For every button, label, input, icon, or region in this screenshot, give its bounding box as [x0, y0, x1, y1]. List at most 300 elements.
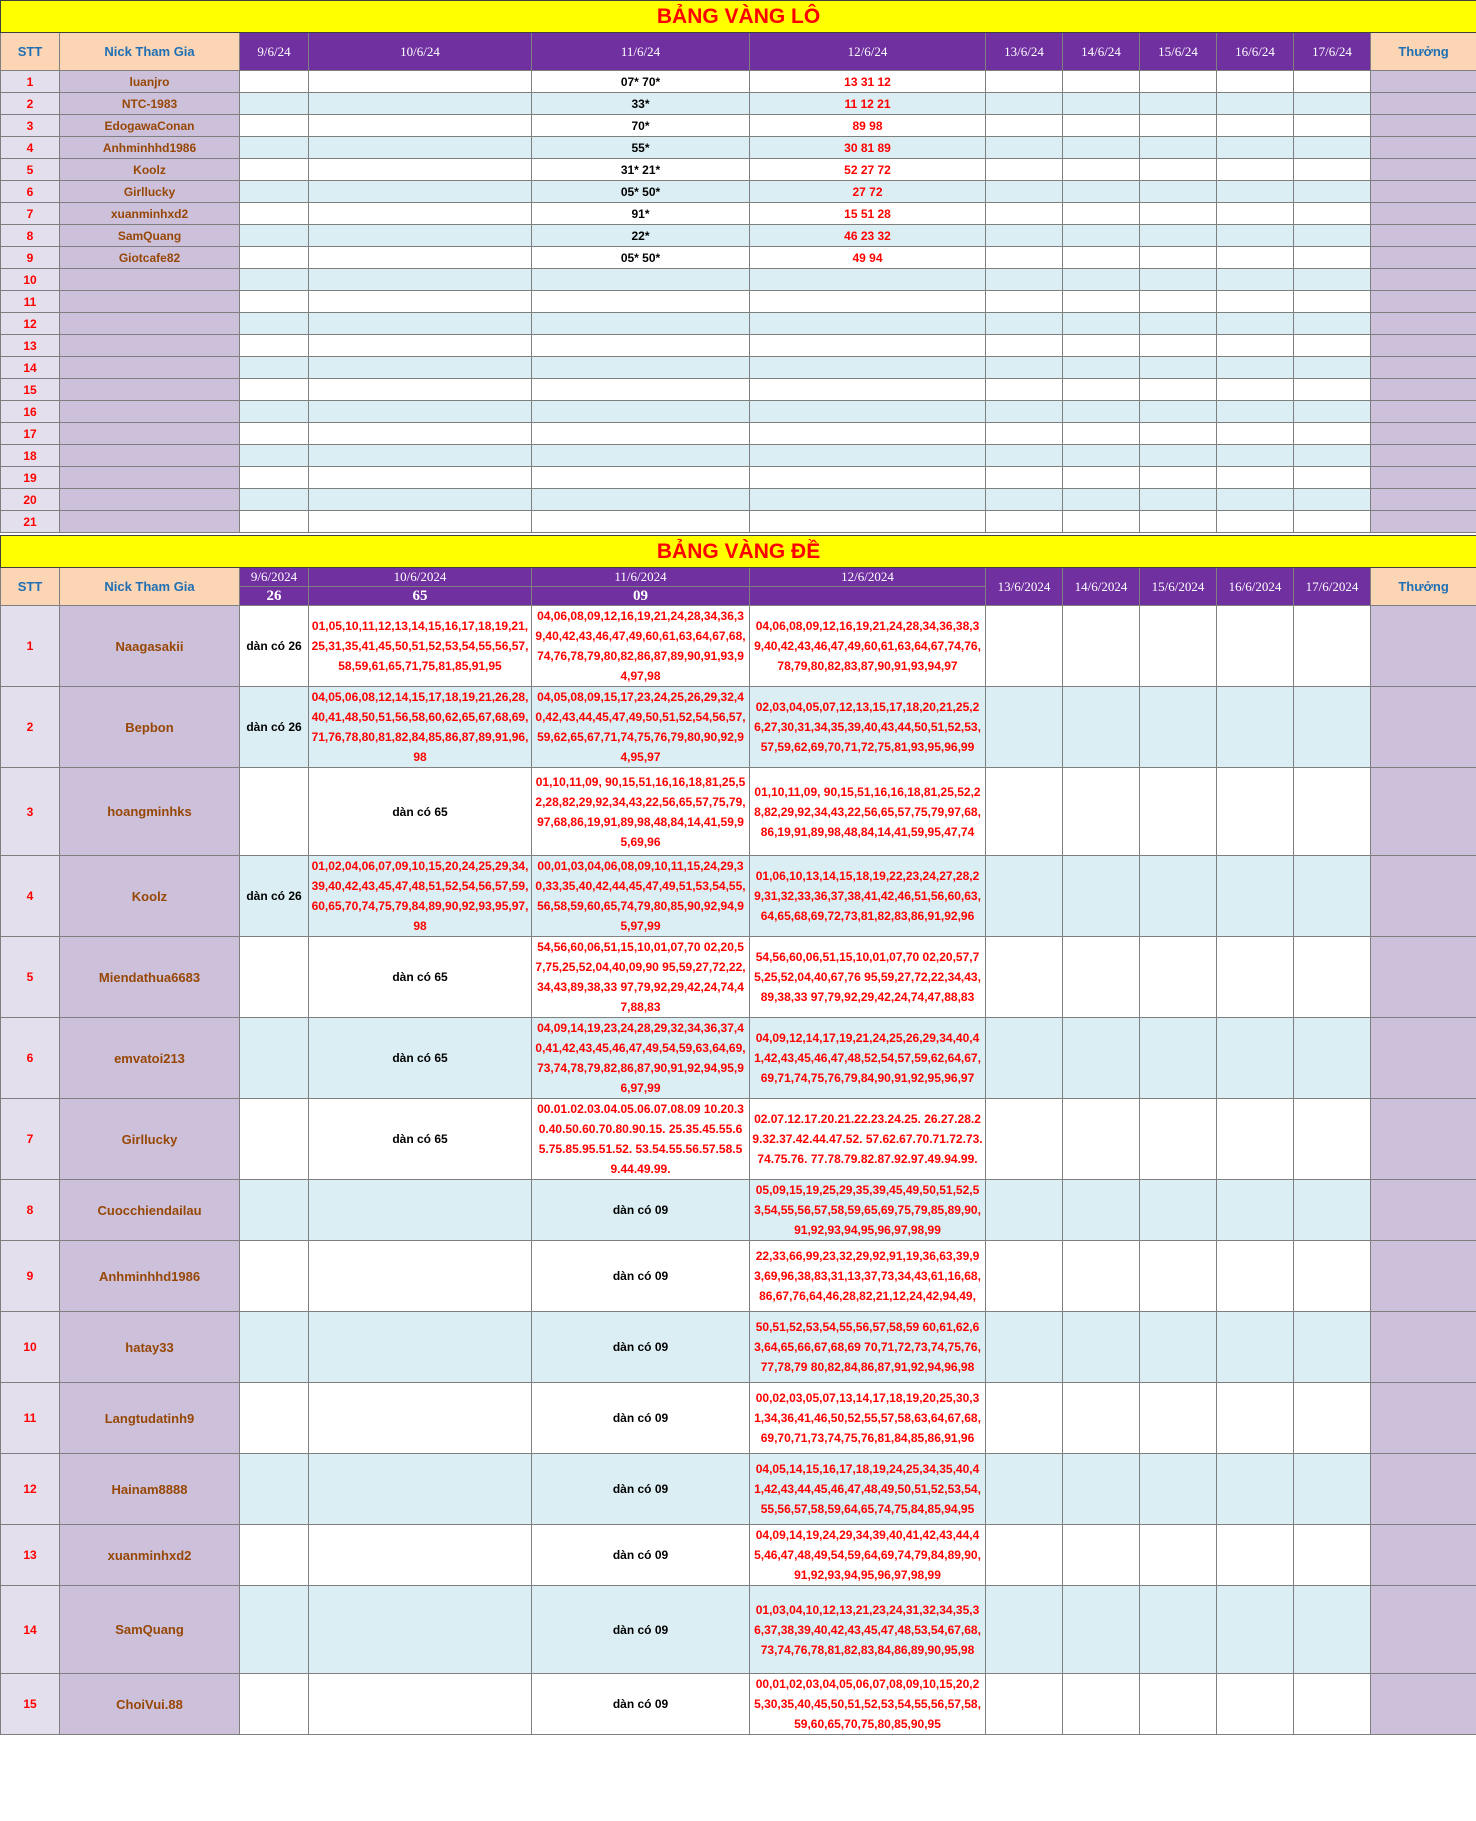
de-cell-12-6[interactable]: 01,06,10,13,14,15,18,19,22,23,24,27,28,29,31,32,33,36,37,38,41,42,46,51,56,60,63,64,65,68,69,72,73,81,82,83,86,91,92,96	[750, 856, 986, 937]
lo-cell-13-6[interactable]	[986, 445, 1063, 467]
lo-cell-12-6[interactable]: 27 72	[750, 181, 986, 203]
lo-cell-13-6[interactable]	[986, 203, 1063, 225]
lo-cell-17-6[interactable]	[1294, 335, 1371, 357]
lo-cell-10-6[interactable]	[309, 467, 532, 489]
de-stt-cell[interactable]: 7	[1, 1099, 60, 1180]
de-nick-cell[interactable]: hatay33	[60, 1312, 240, 1383]
lo-cell-17-6[interactable]	[1294, 247, 1371, 269]
lo-cell-10-6[interactable]	[309, 225, 532, 247]
lo-stt-cell[interactable]: 9	[1, 247, 60, 269]
lo-cell-9-6[interactable]	[240, 225, 309, 247]
de-nick-cell[interactable]: Koolz	[60, 856, 240, 937]
de-cell-13-6[interactable]	[986, 1383, 1063, 1454]
lo-cell-15-6[interactable]	[1140, 489, 1217, 511]
lo-cell-11-6[interactable]	[532, 335, 750, 357]
de-reward-cell[interactable]	[1371, 1525, 1476, 1586]
lo-cell-14-6[interactable]	[1063, 247, 1140, 269]
de-reward-cell[interactable]	[1371, 768, 1476, 856]
lo-nick-cell[interactable]	[60, 445, 240, 467]
lo-nick-cell[interactable]	[60, 357, 240, 379]
lo-cell-9-6[interactable]	[240, 357, 309, 379]
de-cell-13-6[interactable]	[986, 1241, 1063, 1312]
de-reward-cell[interactable]	[1371, 937, 1476, 1018]
de-reward-cell[interactable]	[1371, 1383, 1476, 1454]
de-cell-17-6[interactable]	[1294, 1383, 1371, 1454]
lo-cell-15-6[interactable]	[1140, 357, 1217, 379]
lo-cell-9-6[interactable]	[240, 335, 309, 357]
de-reward-header[interactable]: Thưởng	[1371, 568, 1476, 606]
lo-cell-15-6[interactable]	[1140, 401, 1217, 423]
de-cell-12-6[interactable]: 04,09,14,19,24,29,34,39,40,41,42,43,44,45,46,47,48,49,54,59,64,69,74,79,84,89,90,91,92,93,94,95,96,97,98,99	[750, 1525, 986, 1586]
lo-cell-16-6[interactable]	[1217, 467, 1294, 489]
lo-date-header[interactable]: 10/6/24	[309, 33, 532, 71]
lo-cell-14-6[interactable]	[1063, 93, 1140, 115]
lo-cell-10-6[interactable]	[309, 357, 532, 379]
lo-cell-14-6[interactable]	[1063, 335, 1140, 357]
de-cell-15-6[interactable]	[1140, 1383, 1217, 1454]
lo-cell-17-6[interactable]	[1294, 313, 1371, 335]
de-stt-cell[interactable]: 13	[1, 1525, 60, 1586]
lo-cell-17-6[interactable]	[1294, 181, 1371, 203]
lo-cell-12-6[interactable]	[750, 489, 986, 511]
lo-cell-9-6[interactable]	[240, 181, 309, 203]
de-cell-9-6[interactable]	[240, 1241, 309, 1312]
lo-cell-15-6[interactable]	[1140, 269, 1217, 291]
de-cell-11-6[interactable]: dàn có 09	[532, 1241, 750, 1312]
de-cell-15-6[interactable]	[1140, 687, 1217, 768]
de-reward-cell[interactable]	[1371, 1674, 1476, 1735]
lo-cell-14-6[interactable]	[1063, 467, 1140, 489]
lo-cell-12-6[interactable]	[750, 313, 986, 335]
lo-cell-9-6[interactable]	[240, 137, 309, 159]
lo-cell-15-6[interactable]	[1140, 247, 1217, 269]
de-stt-cell[interactable]: 5	[1, 937, 60, 1018]
lo-cell-15-6[interactable]	[1140, 203, 1217, 225]
de-cell-17-6[interactable]	[1294, 1018, 1371, 1099]
de-stt-cell[interactable]: 10	[1, 1312, 60, 1383]
lo-cell-17-6[interactable]	[1294, 423, 1371, 445]
lo-cell-9-6[interactable]	[240, 269, 309, 291]
lo-cell-16-6[interactable]	[1217, 423, 1294, 445]
de-cell-12-6[interactable]: 02.07.12.17.20.21.22.23.24.25. 26.27.28.29.32.37.42.44.47.52. 57.62.67.70.71.72.73.74.75.76. 77.78.79.82.87.92.97.49.94.99.	[750, 1099, 986, 1180]
de-date-header[interactable]: 16/6/2024	[1217, 568, 1294, 606]
lo-cell-13-6[interactable]	[986, 401, 1063, 423]
lo-stt-header[interactable]: STT	[1, 33, 60, 71]
lo-cell-10-6[interactable]	[309, 137, 532, 159]
lo-cell-12-6[interactable]: 49 94	[750, 247, 986, 269]
lo-cell-9-6[interactable]	[240, 489, 309, 511]
de-cell-16-6[interactable]	[1217, 856, 1294, 937]
de-cell-15-6[interactable]	[1140, 606, 1217, 687]
de-date-header[interactable]: 12/6/2024	[750, 568, 986, 587]
lo-cell-17-6[interactable]	[1294, 291, 1371, 313]
de-cell-11-6[interactable]: dàn có 09	[532, 1180, 750, 1241]
de-cell-10-6[interactable]	[309, 1180, 532, 1241]
lo-nick-cell[interactable]	[60, 335, 240, 357]
de-cell-11-6[interactable]: dàn có 09	[532, 1525, 750, 1586]
de-cell-9-6[interactable]	[240, 1018, 309, 1099]
lo-cell-15-6[interactable]	[1140, 225, 1217, 247]
de-cell-13-6[interactable]	[986, 687, 1063, 768]
de-stt-cell[interactable]: 1	[1, 606, 60, 687]
de-nick-cell[interactable]: SamQuang	[60, 1586, 240, 1674]
lo-cell-17-6[interactable]	[1294, 203, 1371, 225]
lo-nick-header[interactable]: Nick Tham Gia	[60, 33, 240, 71]
de-cell-15-6[interactable]	[1140, 1586, 1217, 1674]
de-cell-15-6[interactable]	[1140, 1312, 1217, 1383]
lo-cell-14-6[interactable]	[1063, 379, 1140, 401]
de-reward-cell[interactable]	[1371, 1586, 1476, 1674]
de-cell-10-6[interactable]: dàn có 65	[309, 768, 532, 856]
lo-cell-13-6[interactable]	[986, 137, 1063, 159]
lo-cell-14-6[interactable]	[1063, 401, 1140, 423]
de-cell-9-6[interactable]	[240, 1586, 309, 1674]
de-cell-14-6[interactable]	[1063, 1383, 1140, 1454]
lo-stt-cell[interactable]: 6	[1, 181, 60, 203]
de-cell-9-6[interactable]	[240, 1674, 309, 1735]
de-cell-11-6[interactable]: 00,01,03,04,06,08,09,10,11,15,24,29,30,33,35,40,42,44,45,47,49,51,53,54,55,56,58,59,60,65,74,79,80,85,90,92,94,95,97,99	[532, 856, 750, 937]
lo-cell-9-6[interactable]	[240, 71, 309, 93]
lo-cell-11-6[interactable]: 07* 70*	[532, 71, 750, 93]
lo-cell-9-6[interactable]	[240, 93, 309, 115]
de-cell-12-6[interactable]: 04,06,08,09,12,16,19,21,24,28,34,36,38,39,40,42,43,46,47,49,60,61,63,64,67,74,76,78,79,80,82,83,87,90,91,93,94,97	[750, 606, 986, 687]
lo-nick-cell[interactable]: xuanminhxd2	[60, 203, 240, 225]
de-cell-13-6[interactable]	[986, 1099, 1063, 1180]
lo-reward-cell[interactable]	[1371, 181, 1476, 203]
lo-cell-17-6[interactable]	[1294, 379, 1371, 401]
lo-reward-cell[interactable]	[1371, 225, 1476, 247]
de-cell-16-6[interactable]	[1217, 1383, 1294, 1454]
de-reward-cell[interactable]	[1371, 1454, 1476, 1525]
lo-cell-17-6[interactable]	[1294, 115, 1371, 137]
lo-reward-cell[interactable]	[1371, 489, 1476, 511]
lo-cell-10-6[interactable]	[309, 247, 532, 269]
de-cell-11-6[interactable]: 01,10,11,09, 90,15,51,16,16,18,81,25,52,28,82,29,92,34,43,22,56,65,57,75,79,97,68,86,19,91,89,98,48,84,14,41,59,95,69,96	[532, 768, 750, 856]
lo-stt-cell[interactable]: 4	[1, 137, 60, 159]
lo-cell-15-6[interactable]	[1140, 181, 1217, 203]
lo-cell-11-6[interactable]: 05* 50*	[532, 247, 750, 269]
lo-cell-11-6[interactable]: 33*	[532, 93, 750, 115]
de-stt-cell[interactable]: 14	[1, 1586, 60, 1674]
de-reward-cell[interactable]	[1371, 1099, 1476, 1180]
de-nick-cell[interactable]: hoangminhks	[60, 768, 240, 856]
de-cell-16-6[interactable]	[1217, 1312, 1294, 1383]
de-cell-10-6[interactable]: dàn có 65	[309, 1018, 532, 1099]
lo-cell-14-6[interactable]	[1063, 357, 1140, 379]
de-reward-cell[interactable]	[1371, 1241, 1476, 1312]
lo-cell-12-6[interactable]: 52 27 72	[750, 159, 986, 181]
lo-cell-17-6[interactable]	[1294, 467, 1371, 489]
de-cell-11-6[interactable]: 04,09,14,19,23,24,28,29,32,34,36,37,40,41,42,43,45,46,47,49,54,59,63,64,69,73,74,78,79,82,86,87,90,91,92,94,95,96,97,99	[532, 1018, 750, 1099]
lo-cell-9-6[interactable]	[240, 423, 309, 445]
de-cell-16-6[interactable]	[1217, 1454, 1294, 1525]
de-cell-15-6[interactable]	[1140, 1525, 1217, 1586]
de-cell-13-6[interactable]	[986, 937, 1063, 1018]
de-cell-15-6[interactable]	[1140, 1674, 1217, 1735]
de-cell-14-6[interactable]	[1063, 856, 1140, 937]
lo-stt-cell[interactable]: 10	[1, 269, 60, 291]
lo-stt-cell[interactable]: 19	[1, 467, 60, 489]
de-cell-12-6[interactable]: 01,03,04,10,12,13,21,23,24,31,32,34,35,36,37,38,39,40,42,43,45,47,48,53,54,67,68,73,74,76,78,81,82,83,84,86,89,90,95,98	[750, 1586, 986, 1674]
de-cell-15-6[interactable]	[1140, 1180, 1217, 1241]
lo-cell-14-6[interactable]	[1063, 423, 1140, 445]
de-cell-15-6[interactable]	[1140, 768, 1217, 856]
de-cell-13-6[interactable]	[986, 1180, 1063, 1241]
lo-cell-12-6[interactable]: 30 81 89	[750, 137, 986, 159]
de-cell-17-6[interactable]	[1294, 687, 1371, 768]
lo-stt-cell[interactable]: 20	[1, 489, 60, 511]
de-cell-10-6[interactable]	[309, 1383, 532, 1454]
de-cell-14-6[interactable]	[1063, 768, 1140, 856]
de-cell-9-6[interactable]	[240, 1383, 309, 1454]
lo-stt-cell[interactable]: 11	[1, 291, 60, 313]
lo-cell-17-6[interactable]	[1294, 445, 1371, 467]
lo-cell-9-6[interactable]	[240, 291, 309, 313]
lo-cell-10-6[interactable]	[309, 379, 532, 401]
de-stt-cell[interactable]: 11	[1, 1383, 60, 1454]
lo-reward-cell[interactable]	[1371, 137, 1476, 159]
lo-reward-cell[interactable]	[1371, 115, 1476, 137]
lo-cell-11-6[interactable]	[532, 445, 750, 467]
lo-nick-cell[interactable]: NTC-1983	[60, 93, 240, 115]
de-cell-13-6[interactable]	[986, 1525, 1063, 1586]
de-cell-17-6[interactable]	[1294, 606, 1371, 687]
lo-stt-cell[interactable]: 5	[1, 159, 60, 181]
lo-nick-cell[interactable]: Koolz	[60, 159, 240, 181]
lo-cell-13-6[interactable]	[986, 225, 1063, 247]
de-cell-12-6[interactable]: 04,05,14,15,16,17,18,19,24,25,34,35,40,41,42,43,44,45,46,47,48,49,50,51,52,53,54,55,56,57,58,59,64,65,74,75,84,85,94,95	[750, 1454, 986, 1525]
lo-cell-12-6[interactable]	[750, 401, 986, 423]
lo-cell-10-6[interactable]	[309, 423, 532, 445]
lo-cell-17-6[interactable]	[1294, 401, 1371, 423]
lo-stt-cell[interactable]: 21	[1, 511, 60, 533]
de-cell-9-6[interactable]	[240, 1454, 309, 1525]
lo-reward-cell[interactable]	[1371, 159, 1476, 181]
de-cell-16-6[interactable]	[1217, 1099, 1294, 1180]
de-nick-cell[interactable]: Miendathua6683	[60, 937, 240, 1018]
de-cell-10-6[interactable]: 01,02,04,06,07,09,10,15,20,24,25,29,34,39,40,42,43,45,47,48,51,52,54,56,57,59,60,65,70,74,75,79,84,89,90,92,93,95,97,98	[309, 856, 532, 937]
de-stt-cell[interactable]: 6	[1, 1018, 60, 1099]
de-stt-cell[interactable]: 8	[1, 1180, 60, 1241]
de-stt-cell[interactable]: 3	[1, 768, 60, 856]
lo-cell-10-6[interactable]	[309, 335, 532, 357]
de-date-header[interactable]: 10/6/2024	[309, 568, 532, 587]
lo-stt-cell[interactable]: 8	[1, 225, 60, 247]
de-cell-14-6[interactable]	[1063, 1674, 1140, 1735]
de-cell-16-6[interactable]	[1217, 937, 1294, 1018]
lo-cell-15-6[interactable]	[1140, 71, 1217, 93]
lo-cell-10-6[interactable]	[309, 489, 532, 511]
de-date-header[interactable]: 13/6/2024	[986, 568, 1063, 606]
lo-cell-17-6[interactable]	[1294, 511, 1371, 533]
lo-cell-15-6[interactable]	[1140, 159, 1217, 181]
de-cell-13-6[interactable]	[986, 1018, 1063, 1099]
lo-reward-cell[interactable]	[1371, 445, 1476, 467]
de-cell-14-6[interactable]	[1063, 1525, 1140, 1586]
de-cell-17-6[interactable]	[1294, 1180, 1371, 1241]
de-date-header[interactable]: 11/6/2024	[532, 568, 750, 587]
de-cell-9-6[interactable]	[240, 1525, 309, 1586]
de-cell-17-6[interactable]	[1294, 1241, 1371, 1312]
de-cell-15-6[interactable]	[1140, 1099, 1217, 1180]
lo-reward-cell[interactable]	[1371, 291, 1476, 313]
lo-cell-16-6[interactable]	[1217, 159, 1294, 181]
lo-cell-14-6[interactable]	[1063, 445, 1140, 467]
de-cell-9-6[interactable]	[240, 1180, 309, 1241]
de-cell-14-6[interactable]	[1063, 606, 1140, 687]
lo-cell-13-6[interactable]	[986, 379, 1063, 401]
lo-stt-cell[interactable]: 16	[1, 401, 60, 423]
de-cell-15-6[interactable]	[1140, 1454, 1217, 1525]
de-cell-14-6[interactable]	[1063, 1454, 1140, 1525]
lo-cell-13-6[interactable]	[986, 247, 1063, 269]
de-stt-header[interactable]: STT	[1, 568, 60, 606]
lo-stt-cell[interactable]: 3	[1, 115, 60, 137]
lo-cell-11-6[interactable]	[532, 401, 750, 423]
de-cell-10-6[interactable]	[309, 1454, 532, 1525]
lo-cell-10-6[interactable]	[309, 115, 532, 137]
lo-reward-cell[interactable]	[1371, 401, 1476, 423]
lo-reward-cell[interactable]	[1371, 71, 1476, 93]
lo-cell-16-6[interactable]	[1217, 335, 1294, 357]
de-cell-17-6[interactable]	[1294, 1312, 1371, 1383]
lo-cell-14-6[interactable]	[1063, 511, 1140, 533]
de-cell-13-6[interactable]	[986, 1454, 1063, 1525]
de-cell-11-6[interactable]: 04,06,08,09,12,16,19,21,24,28,34,36,39,40,42,43,46,47,49,60,61,63,64,67,68,74,76,78,79,80,82,86,87,89,90,91,93,94,97,98	[532, 606, 750, 687]
lo-cell-12-6[interactable]	[750, 379, 986, 401]
lo-cell-16-6[interactable]	[1217, 203, 1294, 225]
de-cell-16-6[interactable]	[1217, 687, 1294, 768]
lo-cell-15-6[interactable]	[1140, 511, 1217, 533]
lo-cell-16-6[interactable]	[1217, 313, 1294, 335]
de-cell-17-6[interactable]	[1294, 1099, 1371, 1180]
de-stt-cell[interactable]: 12	[1, 1454, 60, 1525]
lo-cell-10-6[interactable]	[309, 93, 532, 115]
lo-nick-cell[interactable]	[60, 291, 240, 313]
de-cell-11-6[interactable]: dàn có 09	[532, 1454, 750, 1525]
de-nick-cell[interactable]: Naagasakii	[60, 606, 240, 687]
de-cell-17-6[interactable]	[1294, 768, 1371, 856]
de-nick-cell[interactable]: emvatoi213	[60, 1018, 240, 1099]
lo-reward-header[interactable]: Thưởng	[1371, 33, 1476, 71]
de-cell-9-6[interactable]: dàn có 26	[240, 687, 309, 768]
de-cell-15-6[interactable]	[1140, 1018, 1217, 1099]
de-cell-16-6[interactable]	[1217, 768, 1294, 856]
lo-reward-cell[interactable]	[1371, 313, 1476, 335]
de-cell-14-6[interactable]	[1063, 1099, 1140, 1180]
lo-cell-11-6[interactable]	[532, 489, 750, 511]
lo-nick-cell[interactable]	[60, 489, 240, 511]
lo-cell-13-6[interactable]	[986, 511, 1063, 533]
lo-cell-16-6[interactable]	[1217, 71, 1294, 93]
lo-cell-9-6[interactable]	[240, 445, 309, 467]
de-date-header[interactable]: 9/6/2024	[240, 568, 309, 587]
de-cell-10-6[interactable]: dàn có 65	[309, 1099, 532, 1180]
lo-reward-cell[interactable]	[1371, 247, 1476, 269]
lo-cell-16-6[interactable]	[1217, 445, 1294, 467]
lo-nick-cell[interactable]	[60, 401, 240, 423]
lo-cell-15-6[interactable]	[1140, 115, 1217, 137]
lo-cell-16-6[interactable]	[1217, 269, 1294, 291]
lo-cell-9-6[interactable]	[240, 159, 309, 181]
de-cell-9-6[interactable]: dàn có 26	[240, 856, 309, 937]
de-cell-14-6[interactable]	[1063, 1586, 1140, 1674]
lo-cell-17-6[interactable]	[1294, 71, 1371, 93]
lo-cell-13-6[interactable]	[986, 181, 1063, 203]
lo-cell-17-6[interactable]	[1294, 269, 1371, 291]
lo-cell-12-6[interactable]	[750, 423, 986, 445]
de-reward-cell[interactable]	[1371, 1180, 1476, 1241]
lo-cell-10-6[interactable]	[309, 203, 532, 225]
de-date-header[interactable]: 17/6/2024	[1294, 568, 1371, 606]
lo-cell-11-6[interactable]: 05* 50*	[532, 181, 750, 203]
lo-cell-17-6[interactable]	[1294, 489, 1371, 511]
lo-cell-12-6[interactable]	[750, 357, 986, 379]
lo-cell-13-6[interactable]	[986, 71, 1063, 93]
de-nick-cell[interactable]: Langtudatinh9	[60, 1383, 240, 1454]
lo-cell-13-6[interactable]	[986, 291, 1063, 313]
de-cell-12-6[interactable]: 54,56,60,06,51,15,10,01,07,70 02,20,57,75,25,52,04,40,67,76 95,59,27,72,22,34,43,89,38,33 97,79,92,29,42,24,74,47,88,83	[750, 937, 986, 1018]
lo-cell-11-6[interactable]: 70*	[532, 115, 750, 137]
de-nick-cell[interactable]: Anhminhhd1986	[60, 1241, 240, 1312]
lo-cell-16-6[interactable]	[1217, 291, 1294, 313]
lo-cell-15-6[interactable]	[1140, 445, 1217, 467]
lo-nick-cell[interactable]	[60, 379, 240, 401]
lo-cell-13-6[interactable]	[986, 93, 1063, 115]
de-cell-11-6[interactable]: dàn có 09	[532, 1674, 750, 1735]
de-cell-14-6[interactable]	[1063, 937, 1140, 1018]
lo-cell-17-6[interactable]	[1294, 137, 1371, 159]
lo-cell-14-6[interactable]	[1063, 181, 1140, 203]
lo-cell-12-6[interactable]: 13 31 12	[750, 71, 986, 93]
lo-cell-17-6[interactable]	[1294, 93, 1371, 115]
lo-cell-12-6[interactable]	[750, 269, 986, 291]
lo-cell-13-6[interactable]	[986, 423, 1063, 445]
lo-nick-cell[interactable]: SamQuang	[60, 225, 240, 247]
lo-cell-16-6[interactable]	[1217, 489, 1294, 511]
lo-cell-17-6[interactable]	[1294, 225, 1371, 247]
de-cell-14-6[interactable]	[1063, 1312, 1140, 1383]
lo-cell-14-6[interactable]	[1063, 225, 1140, 247]
lo-cell-12-6[interactable]	[750, 291, 986, 313]
de-cell-10-6[interactable]: 01,05,10,11,12,13,14,15,16,17,18,19,21,25,31,35,41,45,50,51,52,53,54,55,56,57,58,59,61,65,71,75,81,85,91,95	[309, 606, 532, 687]
de-cell-12-6[interactable]: 01,10,11,09, 90,15,51,16,16,18,81,25,52,28,82,29,92,34,43,22,56,65,57,75,79,97,68,86,19,91,89,98,48,84,14,41,59,95,47,74	[750, 768, 986, 856]
lo-cell-14-6[interactable]	[1063, 159, 1140, 181]
de-cell-9-6[interactable]	[240, 937, 309, 1018]
lo-stt-cell[interactable]: 14	[1, 357, 60, 379]
lo-date-header[interactable]: 14/6/24	[1063, 33, 1140, 71]
de-cell-11-6[interactable]: 54,56,60,06,51,15,10,01,07,70 02,20,57,75,25,52,04,40,09,90 95,59,27,72,22,34,43,89,38,33 97,79,92,29,42,24,74,47,88,83	[532, 937, 750, 1018]
de-cell-17-6[interactable]	[1294, 937, 1371, 1018]
lo-cell-9-6[interactable]	[240, 313, 309, 335]
de-nick-cell[interactable]: Cuocchiendailau	[60, 1180, 240, 1241]
de-nick-cell[interactable]: xuanminhxd2	[60, 1525, 240, 1586]
de-reward-cell[interactable]	[1371, 856, 1476, 937]
de-cell-16-6[interactable]	[1217, 1018, 1294, 1099]
lo-cell-11-6[interactable]	[532, 269, 750, 291]
lo-date-header[interactable]: 16/6/24	[1217, 33, 1294, 71]
lo-cell-12-6[interactable]: 15 51 28	[750, 203, 986, 225]
de-cell-11-6[interactable]: dàn có 09	[532, 1383, 750, 1454]
lo-reward-cell[interactable]	[1371, 335, 1476, 357]
de-stt-cell[interactable]: 9	[1, 1241, 60, 1312]
lo-cell-13-6[interactable]	[986, 357, 1063, 379]
lo-cell-9-6[interactable]	[240, 467, 309, 489]
de-cell-17-6[interactable]	[1294, 1674, 1371, 1735]
lo-nick-cell[interactable]: Girllucky	[60, 181, 240, 203]
lo-cell-10-6[interactable]	[309, 445, 532, 467]
de-cell-17-6[interactable]	[1294, 856, 1371, 937]
